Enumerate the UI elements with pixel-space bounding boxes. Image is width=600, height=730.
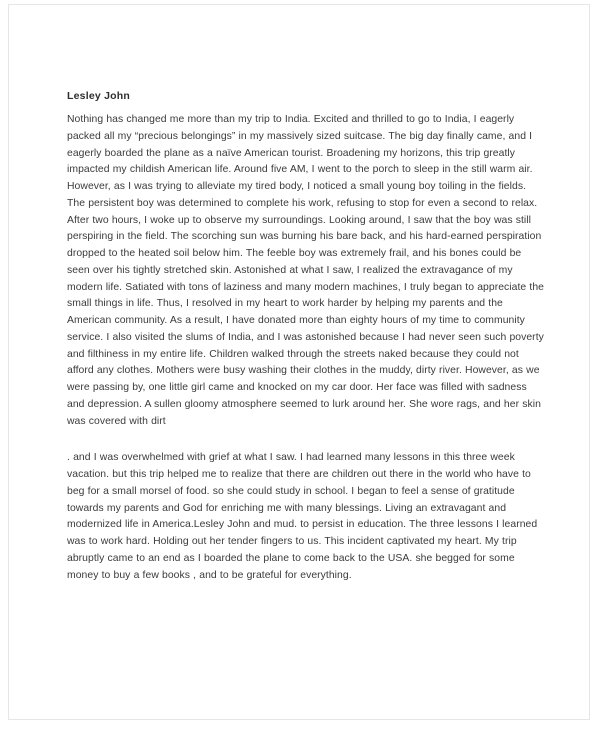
essay-paragraph-1: Nothing has changed me more than my trip to India. Excited and thrilled to go to India, I eagerly packed all my “precious belongings” in my massively sized suitcase. The big day finally came, and I eagerly boarded the plane as a naïve American tourist. Broadening my horizons, this trip greatly impacted my childish American life. Around five AM, I went to the porch to sleep in the still warm air. However, as I was trying to alleviate my tired body, I noticed a small young boy toiling in the fields. The persistent boy was determined to complete his work, refusing to stop for even a second to relax. After two hours, I woke up to observe my surroundings. Looking around, I saw that the boy was still perspiring in the field. The scorching sun was burning his bare back, and his hard-earned perspiration dropped to the heated soil below him. The feeble boy was extremely frail, and his bones could be seen over his tightly stretched skin. Astonished at what I saw, I realized the extravagance of my modern life. Satiated with tons of laziness and many modern machines, I truly began to appreciate the small things in life. Thus, I resolved in my heart to work harder by helping my parents and the American community. As a result, I have donated more than eighty hours of my time to community service. I also visited the slums of India, and I was astonished because I had never seen such poverty and filthiness in my entire life. Children walked through the streets naked because they could not afford any clothes. Mothers were busy washing their clothes in the muddy, dirty river. However, as we were passing by, one little girl came and knocked on my car door. Her face was filled with sadness and depression. A sullen gloomy atmosphere seemed to lurk around her. She wore rags, and her skin was covered with dirt (67, 114, 544, 427)
essay-paragraph-2: . and I was overwhelmed with grief at what I saw. I had learned many lessons in this three week vacation. but this trip helped me to realize that there are children out there in the world who have to beg for a small morsel of food. so she could study in school. I began to feel a sense of gratitude towards my parents and God for enriching me with many blessings. Living an extravagant and modernized life in America.Lesley John and mud. to persist in education. The three lessons I learned was to work hard. Holding out her tender fingers to us. This incident captivated my heart. My trip abruptly came to an end as I boarded the plane to come back to the USA. she begged for some money to buy a few books , and to be grateful for everything. (67, 452, 538, 581)
author-name: Lesley John (67, 90, 130, 102)
document-body (67, 89, 544, 584)
document-page (8, 4, 590, 720)
